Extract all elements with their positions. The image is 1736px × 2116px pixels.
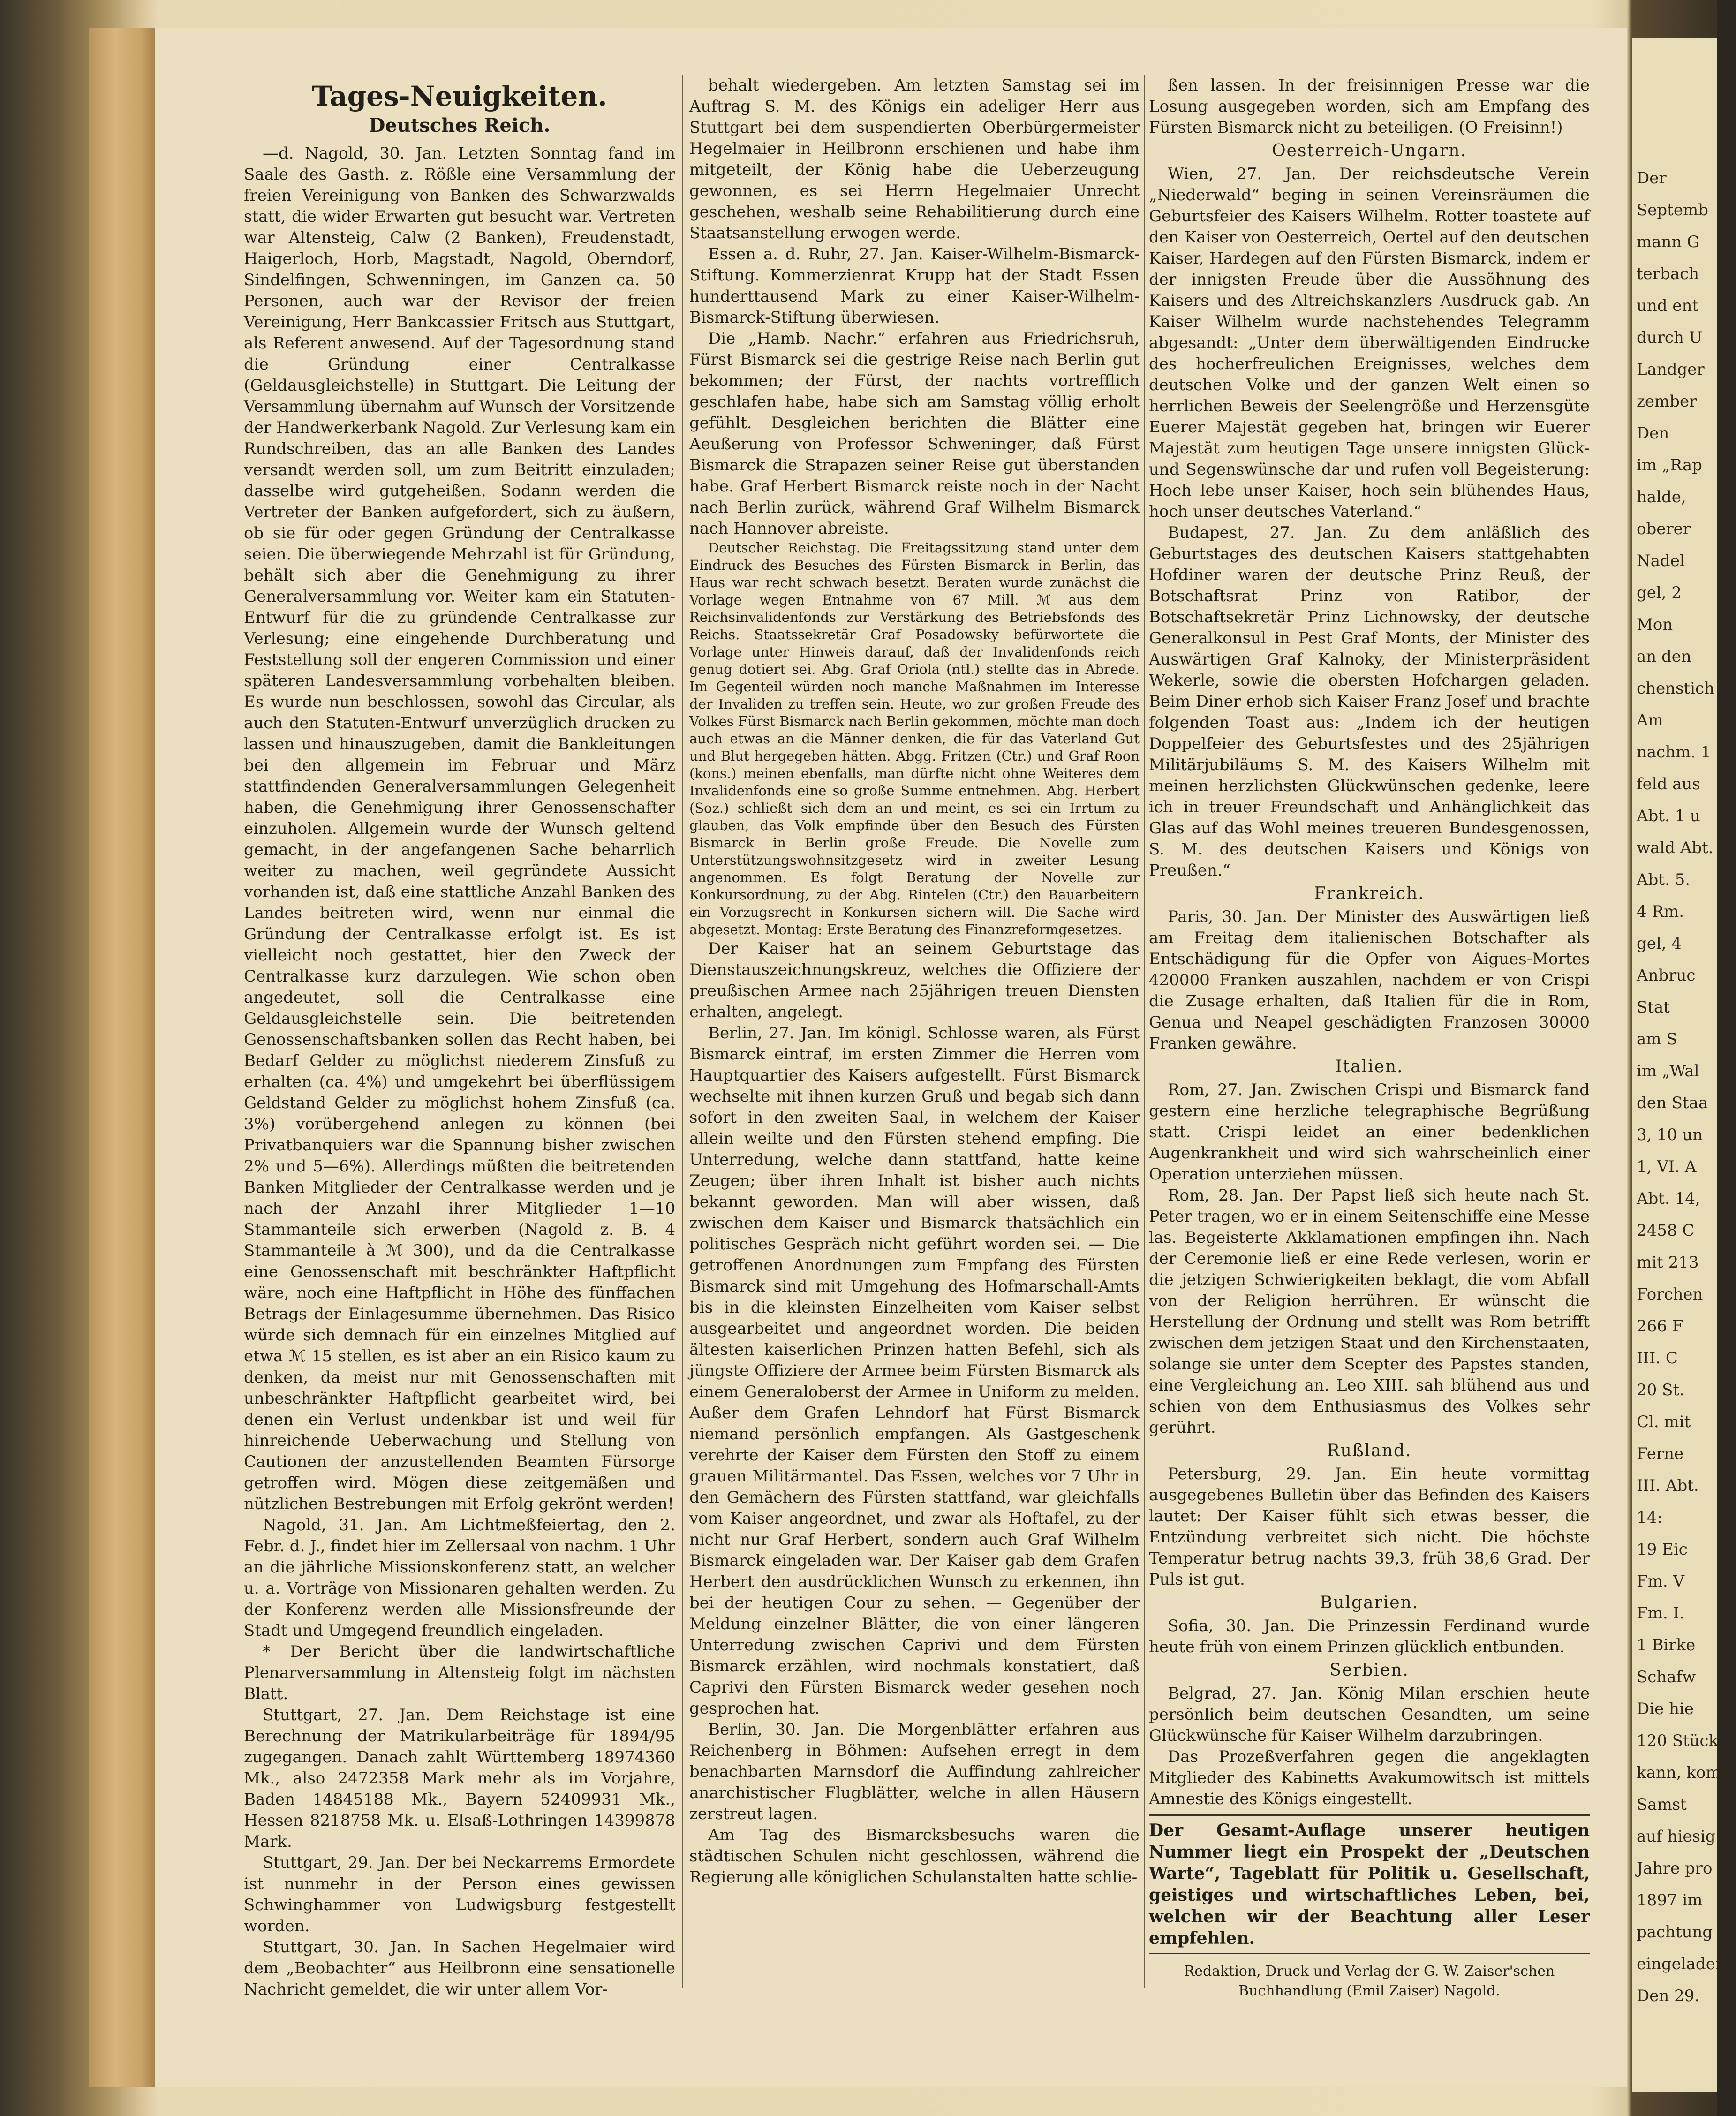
article-paragraph: Stuttgart, 30. Jan. In Sachen Hegelmaier wird dem „Beobachter“ aus Heilbronn eine sensationelle Nachricht gemeldet, die wir unter allem Vor- (244, 1938, 675, 1999)
column-3 (1149, 75, 1590, 1999)
article-paragraph: Petersburg, 29. Jan. Ein heute vormittag ausgegebenes Bulletin über das Befinden des Kaisers lautet: Der Kaiser fühlt sich etwas besser, die Entzündung verbreitet sich nicht. Die höchste Temperatur betrug nachts 39,3, früh 38,6 Grad. Der Puls ist gut. (1149, 1465, 1590, 1589)
article-paragraph: Die „Hamb. Nachr.“ erfahren aus Friedrichsruh, Fürst Bismarck sei die gestrige Reise nach Berlin gut bekommen; der Fürst, der nachts vortrefflich geschlafen habe, habe sich am Samstag völlig erholt gefühlt. Desgleichen berichten die Blätter eine Aeußerung von Professor Schweninger, daß Fürst Bismarck die Strapazen seiner Reise gut überstanden habe. Graf Herbert Bismarck reiste noch in der Nacht nach Berlin zurück, während Graf Wilhelm Bismarck nach Hannover abreiste. (689, 329, 1140, 538)
adjacent-page-line: Der (1637, 169, 1667, 188)
adjacent-page-line: Forchen (1637, 1285, 1703, 1304)
adjacent-page-line: Abt. 5. (1637, 870, 1691, 889)
adjacent-page-line: 266 F (1637, 1317, 1683, 1336)
adjacent-page-line: Schafw (1637, 1668, 1696, 1686)
adjacent-page-line: Fm. V (1637, 1572, 1684, 1591)
adjacent-page-line: 2458 C (1637, 1221, 1695, 1240)
adjacent-page-line: Landger (1637, 360, 1705, 379)
adjacent-page-line: 3, 10 un (1637, 1126, 1703, 1144)
adjacent-page-line: halde, (1637, 488, 1686, 506)
adjacent-page-line: am S (1637, 1030, 1677, 1049)
section-title-serbia: Serbien. (1329, 1661, 1409, 1680)
article-paragraph: behalt wiedergeben. Am letzten Samstag sei im Auftrag S. M. des Königs ein adeliger Herr aus Stuttgart bei dem suspendierten Oberbürgermeister Hegelmaier in Heilbronn erschienen und habe ihm mitgeteilt, der König habe die Ueberzeugung gewonnen, es sei Herrn Hegelmaier Unrecht geschehen, weshalb seine Rehabilitierung durch eine Staatsanstellung erwogen werde. (689, 76, 1140, 242)
adjacent-page-line: Abt. 1 u (1637, 807, 1700, 825)
adjacent-page-line: pachtung (1637, 1923, 1713, 1942)
adjacent-page-line: auf hiesig (1637, 1827, 1716, 1846)
adjacent-page-fragment (1632, 38, 1736, 2092)
adjacent-page-line: Den 29. (1637, 1987, 1700, 2005)
article-paragraph: Stuttgart, 27. Jan. Dem Reichstage ist eine Berechnung der Matrikularbeiträge für 1894/95 zugegangen. Danach zahlt Württemberg 18974360 Mk., also 2472358 Mark mehr als im Vorjahre, Baden 14845188 Mk., Bayern 52409931 Mk., Hessen 8218758 Mk. u. Elsaß-Lothringen 14399878 Mark. (244, 1706, 675, 1851)
article-paragraph: Berlin, 30. Jan. Die Morgenblätter erfahren aus Reichenberg in Böhmen: Aufsehen erregt in dem benachbarten Marnsdorf die Auffindung zahlreicher anarchistischer Flugblätter, welche in allen Häusern zerstreut lagen. (689, 1720, 1140, 1823)
article-paragraph: Paris, 30. Jan. Der Minister des Auswärtigen ließ am Freitag dem italienischen Botschafter als Entschädigung für die Opfer von Aigues-Mortes 420000 Franken auszahlen, nachdem er von Crispi die Zusage erhalten, daß Italien für die in Rom, Genua und Neapel geschädigten Franzosen 30000 Franken gewähre. (1149, 907, 1590, 1053)
adjacent-page-line: zember (1637, 392, 1697, 411)
adjacent-page-line: Nadel (1637, 552, 1685, 570)
publisher-imprint: Redaktion, Druck und Verlag der G. W. Zaiser'schen Buchhandlung (Emil Zaiser) Nagold. (1184, 1963, 1555, 1999)
article-paragraph: ßen lassen. In der freisinnigen Presse war die Losung ausgegeben worden, sich am Empfang des Fürsten Bismarck nicht zu beteiligen. (O Freisinn!) (1149, 76, 1590, 137)
article-paragraph: Rom, 27. Jan. Zwischen Crispi und Bismarck fand gestern eine herzliche telegraphische Begrüßung statt. Crispi leidet an einer bedenklichen Augenkrankheit und wird sich wahrscheinlich einer Operation unterziehen müssen. (1149, 1081, 1590, 1184)
article-paragraph: Berlin, 27. Jan. Im königl. Schlosse waren, als Fürst Bismarck eintraf, im ersten Zimmer die Herren vom Hauptquartier des Kaisers aufgestellt. Fürst Bismarck wechselte mit ihnen kurzen Gruß und begab sich dann sofort in den zweiten Saal, in welchem der Kaiser allein weilte und den Fürsten stehend empfing. Die Unterredung, welche dann stattfand, hatte keine Zeugen; über ihren Inhalt ist bisher auch nichts bekannt geworden. Man will aber wissen, daß zwischen dem Kaiser und Bismarck thatsächlich ein politisches Gespräch nicht geführt worden sei. — Die getroffenen Anordnungen zum Empfang des Fürsten Bismarck sind mit Umgehung des Hofmarschall-Amts bis in die kleinsten Einzelheiten vom Kaiser selbst ausgearbeitet und angeordnet worden. Die beiden ältesten kaiserlichen Prinzen hatten Befehl, sich als jüngste Offiziere der Armee beim Fürsten Bismarck als einem Generaloberst der Armee in Uniform zu melden. Außer dem Grafen Lehndorf hat Fürst Bismarck niemand persönlich empfangen. Als Gastgeschenk verehrte der Kaiser dem Fürsten den Stoff zu einem grauen Militärmantel. Das Essen, welches vor 7 Uhr in den Gemächern des Fürsten stattfand, war gleichfalls vom Kaiser angeordnet, und zwar als Hoftafel, zu der nicht nur Graf Herbert, sondern auch Graf Wilhelm Bismarck eingeladen war. Der Kaiser gab dem Grafen Herbert den ausdrücklichen Wunsch zu erkennen, ihn bei der heutigen Cour zu sehen. — Gegenüber der Meldung einzelner Blätter, die von einer längeren Unterredung zwischen Caprivi und dem Fürsten Bismarck erzählen, wird nochmals konstatiert, daß Caprivi den Fürsten Bismarck weder gesehen noch gesprochen hat. (689, 1024, 1140, 1718)
adjacent-page-line: 1, VI. A (1637, 1157, 1697, 1176)
adjacent-page-line: eingeladen. (1637, 1955, 1731, 1973)
article-paragraph: Essen a. d. Ruhr, 27. Jan. Kaiser-Wilhelm-Bismarck-Stiftung. Kommerzienrat Krupp hat der Stadt Essen hunderttausend Mark zu einer Kaiser-Wilhelm-Bismarck-Stiftung überwiesen. (689, 245, 1140, 327)
adjacent-page-line: 20 St. (1637, 1381, 1684, 1399)
adjacent-page-line: und ent (1637, 296, 1699, 315)
section-masthead: Tages-Neuigkeiten. (312, 80, 607, 112)
article-paragraph: Der Kaiser hat an seinem Geburtstage das Dienstauszeichnungskreuz, welches die Offiziere der preußischen Armee nach 25jährigen treuen Diensten erhalten, angelegt. (689, 939, 1140, 1021)
adjacent-page-line: 14: (1637, 1508, 1662, 1527)
adjacent-page-line: Cl. mit (1637, 1413, 1691, 1431)
adjacent-page-line: 1897 im (1637, 1891, 1703, 1910)
adjacent-page-line: Stat (1637, 998, 1670, 1017)
article-paragraph: Budapest, 27. Jan. Zu dem anläßlich des Geburtstages des deutschen Kaisers stattgehabten Hofdiner waren der deutsche Prinz Reuß, der Botschaftsrat Prinz von Ratibor, der Botschaftsekretär Prinz Lichnowsky, der deutsche Generalkonsul in Pest Graf Monts, der Minister des Auswärtigen Graf Kalnoky, der Ministerpräsident Wekerle, sowie die obersten Hofchargen geladen. Beim Diner erhob sich Kaiser Franz Josef und brachte folgenden Toast aus: „Indem ich der heutigen Doppelfeier des Geburtsfestes und des 25jährigen Militärjubiläums S. M. des Kaisers Wilhelm mit meinen herzlichsten Glückwünschen gedenke, leere ich in treuer Freundschaft und Anhänglichkeit das Glas auf das Wohl meines treueren Bundesgenossen, S. M. des deutschen Kaisers und Königs von Preußen.“ (1149, 523, 1590, 880)
column-rule (682, 75, 683, 1988)
adjacent-page-line: durch U (1637, 328, 1703, 347)
adjacent-page-line: feld aus (1637, 775, 1700, 794)
adjacent-page-line: 4 Rm. (1637, 902, 1684, 921)
adjacent-page-line: 120 Stück (1637, 1731, 1719, 1750)
adjacent-page-line: Septemb (1637, 201, 1708, 219)
section-title-russia: Rußland. (1327, 1441, 1412, 1460)
section-title-france: Frankreich. (1314, 884, 1425, 903)
article-paragraph: Nagold, 31. Jan. Am Lichtmeßfeiertag, den 2. Febr. d. J., findet hier im Zellersaal von nachm. 1 Uhr an die jährliche Missionskonferenz statt, an welcher u. a. Vorträge von Missionaren gehalten werden. Zu der Konferenz werden alle Missionsfreunde der Stadt und Umgegend freundlich eingeladen. (244, 1516, 675, 1640)
adjacent-page-line: Fm. I. (1637, 1604, 1684, 1623)
section-title-italy: Italien. (1335, 1057, 1404, 1076)
adjacent-page-line: Den (1637, 424, 1669, 443)
article-paragraph: Am Tag des Bismarcksbesuchs waren die städtischen Schulen nicht geschlossen, während die Regierung alle königlichen Schulanstalten hatte schlie- (689, 1826, 1140, 1887)
adjacent-page-line: Abt. 14, (1637, 1189, 1700, 1208)
adjacent-page-line: 1 Birke (1637, 1636, 1696, 1655)
adjacent-page-line: im „Wal (1637, 1062, 1699, 1081)
adjacent-page-line: Die hie (1637, 1700, 1694, 1718)
adjacent-page-line: mann G (1637, 233, 1700, 251)
supplement-notice: Der Gesamt-Auflage unserer heutigen Nummer liegt ein Prospekt der „Deutschen Warte“, Tageblatt für Politik u. Gesellschaft, geistiges und wirtschaftliches Leben, bei, welchen wir der Beachtung aller Leser empfehlen. (1149, 1814, 1590, 1954)
adjacent-page-line: gel, 2 (1637, 583, 1682, 602)
adjacent-page-line: Samst (1637, 1795, 1687, 1814)
adjacent-page-line: terbach (1637, 264, 1699, 283)
article-paragraph: —d. Nagold, 30. Jan. Letzten Sonntag fand im Saale des Gasth. z. Rößle eine Versammlung der freien Vereinigung von Banken des Schwarzwalds statt, die wider Erwarten gut besucht war. Vertreten war Altensteig, Calw (2 Banken), Freudenstadt, Haigerloch, Horb, Magstadt, Nagold, Oberndorf, Sindelfingen, Schwenningen, im Ganzen ca. 50 Personen, auch war der Revisor der freien Vereinigung, Herr Bankcassier Fritsch aus Stuttgart, als Referent anwesend. Auf der Tagesordnung stand die Gründung einer Centralkasse (Geldausgleichstelle) in Stuttgart. Die Leitung der Versammlung übernahm auf Wunsch der Vorsitzende der Handwerkerbank Nagold. Zur Verlesung kam ein Rundschreiben, das an alle Banken des Landes versandt werden soll, um zum Beitritt einzuladen; dasselbe wird gutgeheißen. Sodann werden die Vertreter der Banken aufgefordert, sich zu äußern, ob sie für oder gegen Gründung der Centralkasse seien. Die überwiegende Mehrzahl ist für Gründung, behält sich aber die Genehmigung zu ihrer Generalversammlung vor. Weiter kam ein Statuten-Entwurf für die zu gründende Centralkasse zur Verlesung; eine eingehende Durchberatung und Feststellung soll der engeren Commission und einer späteren Landesversammlung vorbehalten bleiben. Es wurde nun beschlossen, sowohl das Circular, als auch den Statuten-Entwurf unverzüglich drucken zu lassen und hinauszugeben, damit die Bankleitungen bei den allgemein im Februar und März stattfindenden Generalversammlungen Gelegenheit haben, die Genehmigung ihrer Genossenschafter einzuholen. Allgemein wurde der Wunsch geltend gemacht, in der angefangenen Sache beharrlich weiter zu machen, weil gegründete Aussicht vorhanden ist, daß eine stattliche Anzahl Banken des Landes beitreten wird, wenn nur einmal die Gründung der Centralkasse erfolgt ist. Es ist vielleicht noch gestattet, hier den Zweck der Centralkasse kurz darzulegen. Wie schon oben angedeutet, soll die Centralkasse eine Geldausgleichstelle sein. Die beitretenden Genossenschaftsbanken sollen das Recht haben, bei Bedarf Gelder zu möglichst niederem Zinsfuß zu erhalten (ca. 4%) und umgekehrt bei überflüssigem Geldstand Gelder zu möglichst hohem Zinsfuß (ca. 3%) vorübergehend anlegen zu können (bei Privatbanquiers war die Spannung bisher zwischen 2% und 5—6%). Allerdings müßten die beitretenden Banken Mitglieder der Centralkasse werden und je nach der Anzahl ihrer Mitglieder 1—10 Stammanteile sich erwerben (Nagold z. B. 4 Stammanteile à ℳ 300), und da die Centralkasse eine Genossenschaft mit beschränkter Haftpflicht wäre, noch eine Haftpflicht in Höhe des fünffachen Betrags der Einlagesumme übernehmen. Das Risico würde sich demnach für ein einzelnes Mitglied auf etwa ℳ 15 stellen, es ist aber an ein Risico kaum zu denken, da meist nur mit Genossenschaften mit unbeschränkter Haftpflicht gearbeitet wird, bei denen ein Verlust undenkbar ist und weil für hinreichende Ueberwachung und Stellung von Cautionen der anzustellenden Beamten Fürsorge getroffen wird. Mögen diese zeitgemäßen und nützlichen Bestrebungen mit Erfolg gekrönt werden! (244, 144, 675, 1513)
adjacent-page-line: Am (1637, 711, 1663, 730)
article-paragraph: Belgrad, 27. Jan. König Milan erschien heute persönlich beim deutschen Gesandten, um seine Glückwünsche für Kaiser Wilhelm darzubringen. (1149, 1684, 1590, 1745)
article-paragraph: Das Prozeßverfahren gegen die angeklagten Mitglieder des Kabinetts Avakumowitsch ist mittels Amnestie des Königs eingestellt. (1149, 1747, 1590, 1808)
book-binding (89, 28, 156, 2087)
adjacent-page-line: gel, 4 (1637, 934, 1682, 953)
adjacent-page-line: Ferne (1637, 1444, 1684, 1463)
article-paragraph: Sofia, 30. Jan. Die Prinzessin Ferdinand wurde heute früh von einem Prinzen glücklich entbunden. (1149, 1617, 1590, 1656)
article-paragraph: Wien, 27. Jan. Der reichsdeutsche Verein „Niederwald“ beging in seinen Vereinsräumen die Geburtsfeier des Kaisers Wilhelm. Rotter toastete auf den Kaiser von Oesterreich, Oertel auf den deutschen Kaiser, Hardegen auf den Fürsten Bismarck, indem er der innigsten Freude über die Aussöhnung des Kaisers und des Altreichskanzlers Ausdruck gab. An Kaiser Wilhelm wurde nachstehendes Telegramm abgesandt: „Unter dem überwältigenden Eindrucke des hocherfreulichen Ereignisses, welches dem deutschen Volke und der ganzen Welt einen so herrlichen Beweis der Seelengröße und Herzensgüte Euerer Majestät gegeben hat, bringen wir Euerer Majestät zum heutigen Tage unsere innigsten Glück- und Segenswünsche dar und rufen voll Begeisterung: Hoch lebe unser Kaiser, hoch sein blühendes Haus, hoch unser deutsches Vaterland.“ (1149, 165, 1590, 521)
adjacent-page-line: oberer (1637, 520, 1691, 538)
article-paragraph: Rom, 28. Jan. Der Papst ließ sich heute nach St. Peter tragen, wo er in einem Seitenschiffe eine Messe las. Begeisterte Akklamationen empfingen ihn. Nach der Ceremonie ließ er eine Rede verlesen, worin er die jetzigen Schwierigkeiten beklagt, die vom Abfall von der Religion herrühren. Er wünscht die Herstellung der Ordnung und stellt was Rom betrifft zwischen dem jetzigen Staat und den Kirchenstaaten, solange sie unter dem Scepter des Papstes standen, eine Vergleichung an. Leo XIII. sah blühend aus und schien von dem Enthusiasmus des Volkes sehr gerührt. (1149, 1186, 1590, 1437)
column-2 (689, 75, 1140, 1988)
adjacent-page-line: Mon (1637, 615, 1673, 634)
column-rule (1144, 75, 1145, 1988)
adjacent-page-line: Jahre pro (1637, 1859, 1713, 1878)
adjacent-page-line: 19 Eic (1637, 1540, 1688, 1559)
adjacent-page-line: im „Rap (1637, 456, 1702, 475)
adjacent-page-line: mit 213 (1637, 1253, 1699, 1272)
column-1 (244, 75, 675, 1999)
adjacent-page-line: Anbruc (1637, 966, 1696, 985)
section-title-reich: Deutsches Reich. (369, 114, 551, 136)
section-title-austria: Oesterreich-Ungarn. (1272, 141, 1467, 160)
article-paragraph: * Der Bericht über die landwirtschaftliche Plenarversammlung in Altensteig folgt im nächsten Blatt. (244, 1642, 675, 1703)
adjacent-page-line: chenstich (1637, 679, 1714, 698)
reichstag-report: Deutscher Reichstag. Die Freitagssitzung stand unter dem Eindruck des Besuches des Fürsten Bismarck in Berlin, das Haus war recht schwach besetzt. Beraten wurde zunächst die Vorlage wegen Entnahme von 67 Mill. ℳ aus dem Reichsinvalidenfonds zur Verstärkung des Betriebsfonds des Reichs. Staatssekretär Graf Posadowsky befürwortete die Vorlage unter Hinweis darauf, daß der Invalidenfonds reich genug dotiert sei. Abg. Graf Oriola (ntl.) stellte das in Abrede. Im Gegenteil würden noch manche Maßnahmen im Interesse der Invaliden zu treffen sein. Heute, wo zur großen Freude des Volkes Fürst Bismarck nach Berlin gekommen, möchte man doch auch etwas an die Männer denken, die für das Vaterland Gut und Blut hergegeben hätten. Abgg. Fritzen (Ctr.) und Graf Roon (kons.) meinen ebenfalls, man dürfte nicht ohne Weiteres dem Invalidenfonds eine so große Summe entnehmen. Abg. Herbert (Soz.) schließt sich dem an und meint, es sei ein Irrtum zu glauben, das Volk empfinde über den Besuch des Fürsten Bismarck in Berlin große Freude. Die Novelle zum Unterstützungswohnsitzgesetz wird in zweiter Lesung angenommen. Es folgt Beratung der Novelle zur Konkursordnung, zu der Abg. Rintelen (Ctr.) den Bauarbeitern ein Vorzugsrecht in Konkursen sichern will. Die Sache wird abgesetzt. Montag: Erste Beratung des Finanzreformgesetzes. (689, 540, 1140, 937)
section-title-bulgaria: Bulgarien. (1320, 1593, 1419, 1612)
adjacent-page-line: wald Abt. (1637, 839, 1713, 857)
adjacent-page-line: nachm. 1 (1637, 743, 1711, 762)
adjacent-page-line: an den (1637, 647, 1691, 666)
article-paragraph: Stuttgart, 29. Jan. Der bei Neckarrems Ermordete ist nunmehr in der Person eines gewissen Schwinghammer von Ludwigsburg festgestellt worden. (244, 1853, 675, 1935)
adjacent-page-line: III. Abt. (1637, 1476, 1699, 1495)
adjacent-page-line: III. C (1637, 1349, 1678, 1368)
adjacent-page-line: kann, komm (1637, 1763, 1736, 1782)
adjacent-page-line: den Staa (1637, 1094, 1708, 1112)
